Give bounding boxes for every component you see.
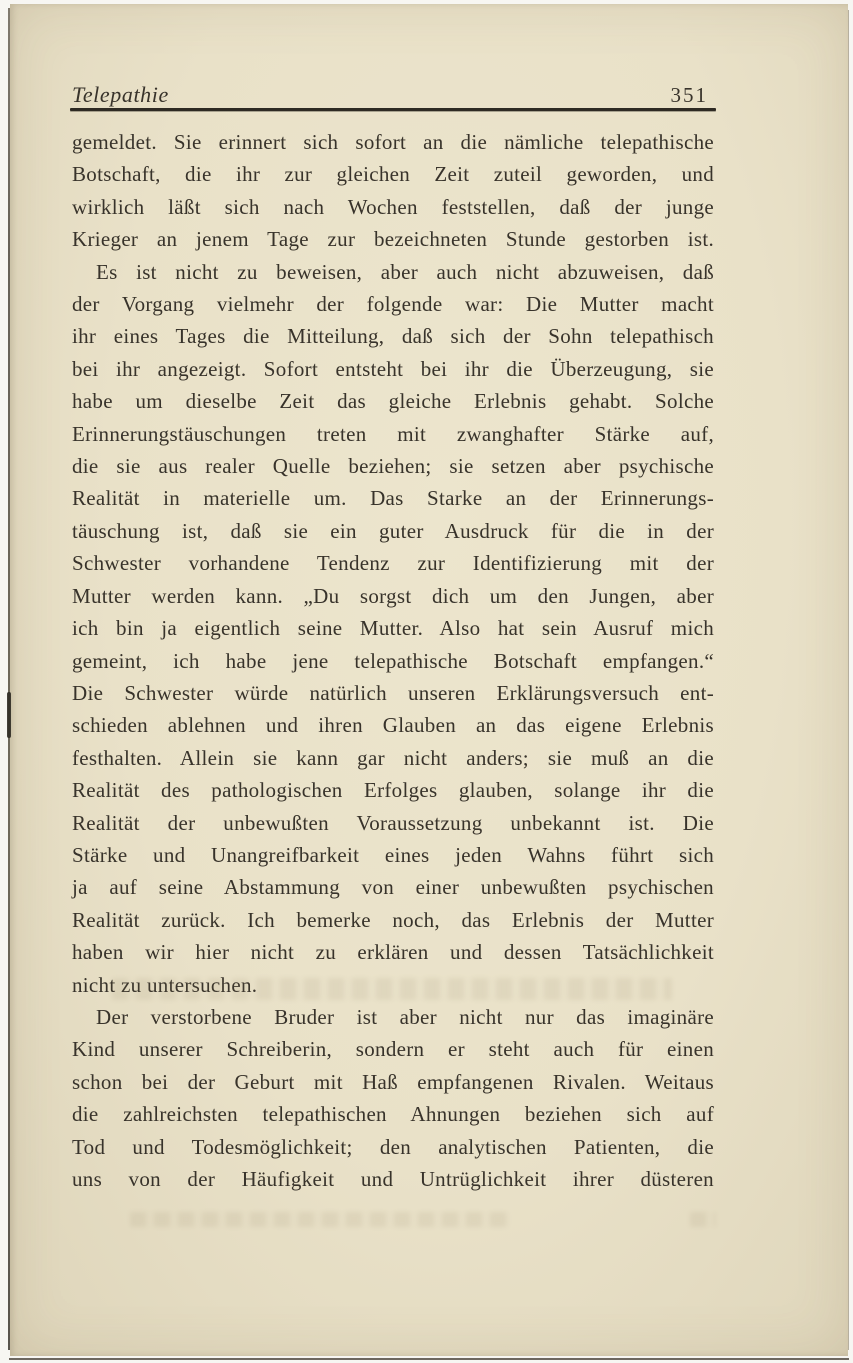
text-line: haben wir hier nicht zu erklären und dessen Tatsächlichkeit xyxy=(72,940,714,965)
text-line: Kind unserer Schreiberin, sondern er steht auch für einen xyxy=(72,1037,714,1062)
page-right-edge-shadow xyxy=(848,10,849,1350)
paragraph xyxy=(72,256,714,1001)
page-header xyxy=(72,82,714,108)
page-number: 351 xyxy=(670,83,708,107)
text-line: Krieger an jenem Tage zur bezeichneten Stunde gestorben ist. xyxy=(72,227,714,252)
text-line: Realität zurück. Ich bemerke noch, das Erlebnis der Mutter xyxy=(72,907,714,932)
text-line: bei ihr angezeigt. Sofort entsteht bei ihr die Überzeugung, sie xyxy=(72,356,714,381)
text-line: der Vorgang vielmehr der folgende war: Die Mutter macht xyxy=(72,292,714,317)
text-line: ihr eines Tages die Mitteilung, daß sich der Sohn telepathisch xyxy=(72,324,714,349)
text-line: Die Schwester würde natürlich unseren Erklärungsversuch ent- xyxy=(72,680,714,705)
text-line: Realität des pathologischen Erfolges glauben, solange ihr die xyxy=(72,778,714,803)
page-left-edge-shadow xyxy=(8,8,10,1350)
text-line: Es ist nicht zu beweisen, aber auch nicht abzuweisen, daß xyxy=(96,259,714,284)
header-rule xyxy=(70,108,716,111)
text-line: ja auf seine Abstammung von einer unbewußten psychischen xyxy=(72,875,714,900)
text-line: Der verstorbene Bruder ist aber nicht nur das imaginäre xyxy=(96,1004,714,1029)
text-line: schieden ablehnen und ihren Glauben an das eigene Erlebnis xyxy=(72,713,714,738)
text-line: die sie aus realer Quelle beziehen; sie setzen aber psychische xyxy=(72,454,714,479)
text-line: uns von der Häufigkeit und Untrüglichkeit ihrer düsteren xyxy=(72,1167,714,1191)
text-line: Stärke und Unangreifbarkeit eines jeden Wahns führt sich xyxy=(72,842,714,867)
text-line: Schwester vorhandene Tendenz zur Identifizierung mit der xyxy=(72,551,714,576)
text-line: nicht zu untersuchen. xyxy=(72,972,258,997)
text-line: Realität der unbewußten Voraussetzung unbekannt ist. Die xyxy=(72,810,714,835)
text-line: Realität in materielle um. Das Starke an der Erinnerungs- xyxy=(72,486,714,511)
page-edge-mark xyxy=(7,692,11,738)
text-line: festhalten. Allein sie kann gar nicht anders; sie muß an die xyxy=(72,745,714,770)
text-line: Botschaft, die ihr zur gleichen Zeit zuteil geworden, und xyxy=(72,162,714,187)
text-line: die zahlreichsten telepathischen Ahnungen beziehen sich auf xyxy=(72,1102,714,1127)
text-line: Erinnerungstäuschungen treten mit zwanghafter Stärke auf, xyxy=(72,421,714,446)
paragraph xyxy=(72,1001,714,1195)
text-line: gemeint, ich habe jene telepathische Botschaft empfangen.“ xyxy=(72,648,714,673)
text-line: gemeldet. Sie erinnert sich sofort an die nämliche telepathische xyxy=(72,130,714,154)
text-block xyxy=(72,126,714,1195)
running-title: Telepathie xyxy=(72,82,169,107)
text-line: habe um dieselbe Zeit das gleiche Erlebnis gehabt. Solche xyxy=(72,389,714,414)
text-line: Tod und Todesmöglichkeit; den analytischen Patienten, die xyxy=(72,1134,714,1159)
text-line: ich bin ja eigentlich seine Mutter. Also hat sein Ausruf mich xyxy=(72,616,714,641)
text-line: täuschung ist, daß sie ein guter Ausdruck für die in der xyxy=(72,518,714,543)
paragraph xyxy=(72,126,714,256)
text-line: Mutter werden kann. „Du sorgst dich um den Jungen, aber xyxy=(72,583,714,608)
page-bottom-edge-shadow xyxy=(9,1358,849,1360)
text-line: schon bei der Geburt mit Haß empfangenen Rivalen. Weitaus xyxy=(72,1069,714,1094)
text-line: wirklich läßt sich nach Wochen feststellen, daß der junge xyxy=(72,194,714,219)
